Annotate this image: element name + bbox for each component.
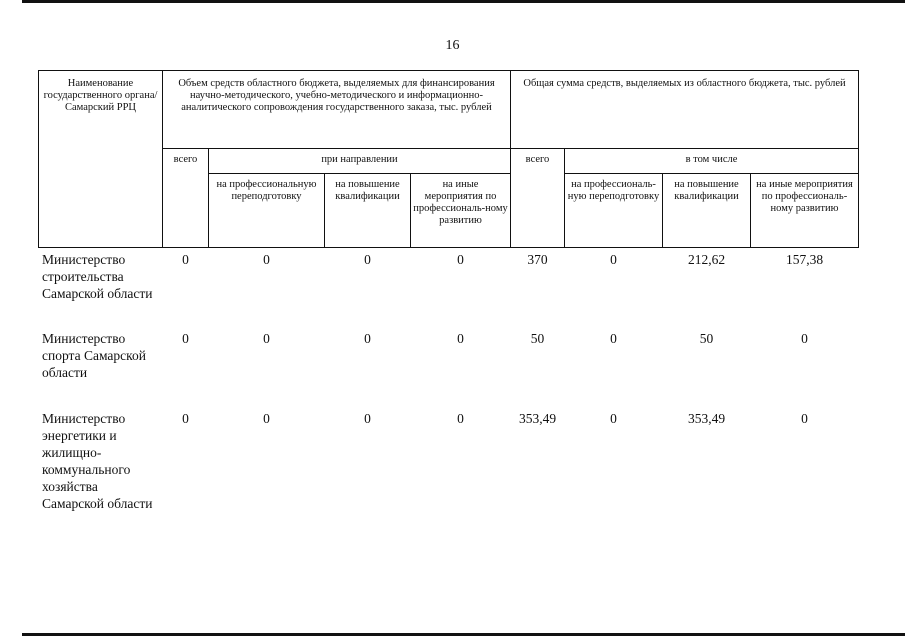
- cell-a-total: 0: [182, 331, 189, 346]
- org-name: Министерство спорта Самарской области: [42, 331, 146, 380]
- cell-b-col2: 212,62: [687, 252, 726, 267]
- cell-b-col1: 0: [610, 252, 617, 267]
- header-a-col3: на иные мероприятия по профессиональ-ному развитию: [411, 174, 511, 248]
- cell-a-col3: 0: [457, 252, 464, 267]
- header-b-col1: на профессиональ-ную переподготовку: [565, 174, 663, 248]
- table-row: [39, 408, 859, 532]
- cell-b-total: 50: [530, 331, 545, 346]
- header-b-total: всего: [511, 149, 565, 248]
- org-name: Министерство энергетики и жилищно-коммунального хозяйства Самарской области: [42, 411, 153, 511]
- cell-b-col3: 157,38: [785, 252, 824, 267]
- header-b-sub: в том числе: [565, 149, 859, 174]
- bottom-rule: [22, 633, 905, 636]
- header-name: Наименование государственного органа/Самарский РРЦ: [39, 71, 163, 248]
- org-name: Министерство строительства Самарской области: [42, 252, 153, 301]
- cell-b-col1: 0: [610, 411, 617, 426]
- cell-a-col1: 0: [263, 252, 270, 267]
- cell-b-col2: 353,49: [687, 411, 726, 426]
- cell-a-total: 0: [182, 252, 189, 267]
- table-row: [39, 248, 859, 329]
- cell-b-total: 370: [527, 252, 548, 267]
- header-a-sub: при направлении: [209, 149, 511, 174]
- header-a-total: всего: [163, 149, 209, 248]
- cell-a-total: 0: [182, 411, 189, 426]
- table-row: [39, 328, 859, 408]
- cell-b-col1: 0: [610, 331, 617, 346]
- header-a-col2: на повышение квалификации: [325, 174, 411, 248]
- cell-a-col2: 0: [364, 411, 371, 426]
- top-rule: [22, 0, 905, 3]
- cell-a-col2: 0: [364, 252, 371, 267]
- cell-a-col2: 0: [364, 331, 371, 346]
- cell-a-col3: 0: [457, 411, 464, 426]
- header-b-col3: на иные мероприятия по профессиональ-ному развитию: [751, 174, 859, 248]
- header-group-b: Общая сумма средств, выделяемых из областного бюджета, тыс. рублей: [511, 71, 859, 149]
- header-a-col1: на профессиональную переподготовку: [209, 174, 325, 248]
- cell-b-col3: 0: [801, 331, 808, 346]
- budget-table: [38, 70, 859, 532]
- cell-a-col3: 0: [457, 331, 464, 346]
- header-b-col2: на повышение квалификации: [663, 174, 751, 248]
- cell-a-col1: 0: [263, 331, 270, 346]
- page-number: 16: [445, 38, 460, 53]
- cell-b-col2: 50: [699, 331, 714, 346]
- cell-a-col1: 0: [263, 411, 270, 426]
- cell-b-total: 353,49: [518, 411, 557, 426]
- cell-b-col3: 0: [801, 411, 808, 426]
- header-group-a: Объем средств областного бюджета, выделяемых для финансирования научно-методического, учебно-методического и информационно-аналитического сопровождения государственного заказа, тыс. рублей: [163, 71, 511, 149]
